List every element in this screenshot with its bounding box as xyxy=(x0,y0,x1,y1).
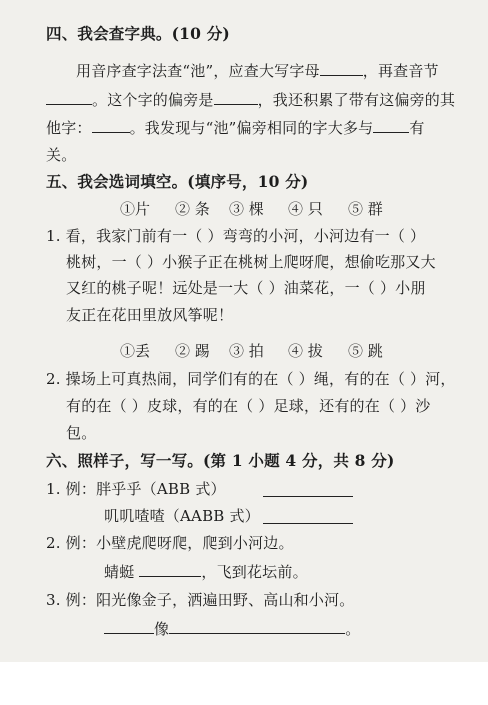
blank-syllable[interactable] xyxy=(46,89,92,105)
section4-line1 xyxy=(76,60,439,81)
section6-q2-tail: ，飞到花坛前。 xyxy=(201,563,308,581)
section6-q3-line1: 3. 例：阳光像金子，洒遍田野、高山和小河。 xyxy=(46,591,355,609)
section6-q1-line1: 1. 例：胖乎乎（ABB 式） xyxy=(46,480,226,498)
section5-q2-line3: 包。 xyxy=(66,424,97,442)
option1-5: ⑤ 群 xyxy=(348,200,383,218)
blank-other-chars[interactable] xyxy=(92,117,130,133)
section4-line1-text-b: ，再查音节 xyxy=(362,62,439,80)
section4-line3-text-c: 有 xyxy=(409,119,425,137)
section6-q2-line1: 2. 例：小壁虎爬呀爬，爬到小河边。 xyxy=(46,534,294,552)
answer-blank-subject[interactable] xyxy=(104,618,154,634)
section5-q1-line2: 桃树，一（ ）小猴子正在桃树上爬呀爬，想偷吃那又大 xyxy=(66,253,436,271)
option2-2: ② 踢 xyxy=(175,342,210,360)
section5-q2-line2: 有的在（ ）皮球，有的在（ ）足球，还有的在（ ）沙 xyxy=(66,397,431,415)
option1-1: ①片 xyxy=(120,200,151,218)
section6-q2-line2 xyxy=(104,561,308,582)
page-bottom-margin xyxy=(0,662,488,705)
answer-blank-dragonfly[interactable] xyxy=(139,561,201,577)
section4-line3-text-a: 他字： xyxy=(46,119,92,137)
section6-q1-line2: 叽叽喳喳（AABB 式） xyxy=(104,507,260,525)
option1-3: ③ 棵 xyxy=(229,200,264,218)
answer-blank-predicate[interactable] xyxy=(169,618,345,634)
section5-q1-line4: 友正在花田里放风筝呢！ xyxy=(66,306,234,324)
section6-q2-word: 蜻蜓 xyxy=(104,563,135,581)
section6-q3-line2 xyxy=(104,618,360,639)
section4-line2 xyxy=(46,89,455,110)
section5-title: 五、我会选词填空。(填序号，10 分) xyxy=(46,172,309,191)
section4-line3-text-b: 。我发现与“池”偏旁相同的字大多与 xyxy=(129,119,374,137)
answer-line-abb[interactable] xyxy=(263,496,353,497)
option2-5: ⑤ 跳 xyxy=(348,342,383,360)
option2-4: ④ 拔 xyxy=(288,342,323,360)
section5-q2-line1: 2. 操场上可真热闹，同学们有的在（ ）绳，有的在（ ）河， xyxy=(46,370,456,388)
section4-line4: 关。 xyxy=(46,146,77,164)
section4-line1-text-a: 用音序查字法查“池”，应查大写字母 xyxy=(76,62,320,80)
section5-q1-line1: 1. 看，我家门前有一（ ）弯弯的小河，小河边有一（ ） xyxy=(46,227,426,245)
blank-capital-letter[interactable] xyxy=(320,60,363,76)
option2-3: ③ 拍 xyxy=(229,342,264,360)
section6-q3-word: 像 xyxy=(154,620,170,638)
section4-title: 四、我会查字典。(10 分) xyxy=(46,24,230,43)
option1-4: ④ 只 xyxy=(288,200,323,218)
section4-line2-text-a: 。这个字的偏旁是 xyxy=(92,91,214,109)
section4-line3 xyxy=(46,117,425,138)
section6-title: 六、照样子，写一写。(第 1 小题 4 分，共 8 分) xyxy=(46,451,395,470)
section6-q3-tail: 。 xyxy=(345,620,361,638)
option1-2: ② 条 xyxy=(175,200,210,218)
section5-q1-line3: 又红的桃子呢！远处是一大（ ）油菜花，一（ ）小朋 xyxy=(66,279,426,297)
blank-related-to[interactable] xyxy=(373,117,409,133)
option2-1: ①丢 xyxy=(120,342,151,360)
answer-line-aabb[interactable] xyxy=(263,523,353,524)
section4-line2-text-b: ，我还积累了带有这偏旁的其 xyxy=(257,91,456,109)
blank-radical[interactable] xyxy=(214,89,258,105)
